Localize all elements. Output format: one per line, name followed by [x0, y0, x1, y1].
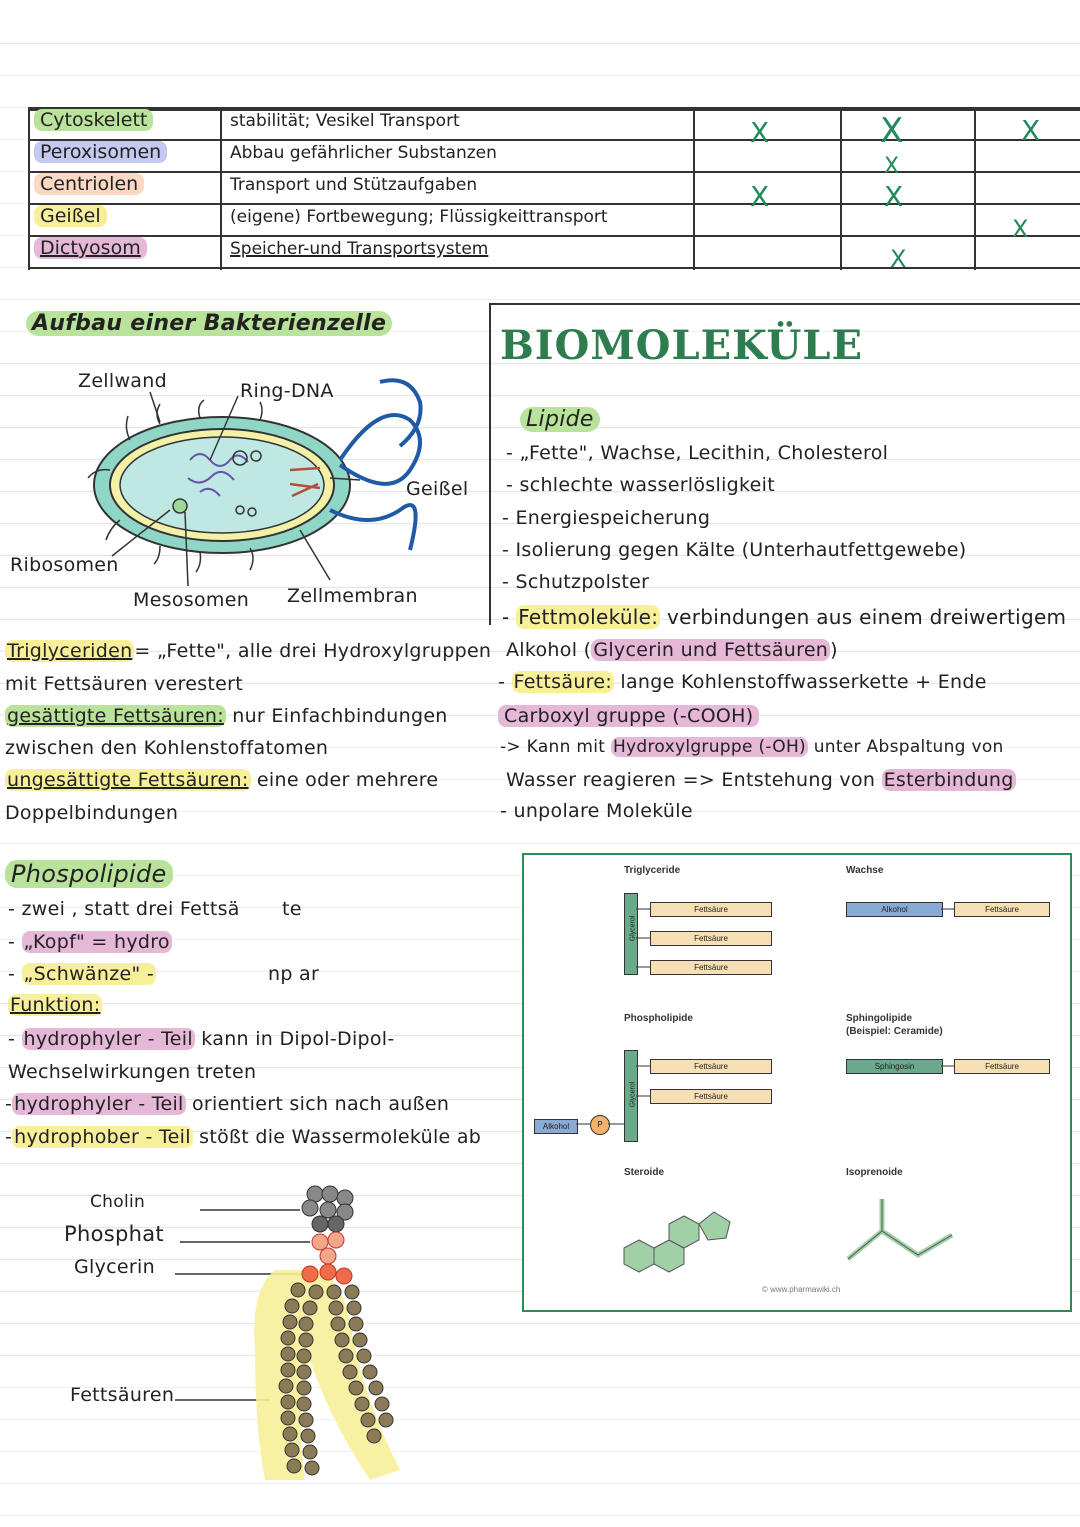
label-geissel: Geißel [406, 478, 469, 500]
organelle-name: Dictyosom [34, 237, 147, 259]
schwaenze-term: „Schwänze" - [23, 963, 155, 985]
phospholipid-item: - zwei , statt drei Fettsä [8, 898, 240, 920]
hydrophobic-tails-highlight [254, 1270, 400, 1480]
funktion-line: - hydrophober - Teil stößt die Wassermoleküle ab [5, 1126, 482, 1148]
lipid-bullet: - „Fette", Wachse, Lecithin, Cholesterol [506, 442, 889, 464]
lipid-bullet: - schlechte wasserlösligkeit [506, 474, 775, 496]
check-x-mark: X [890, 245, 907, 273]
unpolar-line: - unpolare Moleküle [500, 800, 693, 822]
alkohol-box: Alkohol [846, 902, 943, 917]
organelle-name: Centriolen [34, 173, 144, 195]
steroide-title: Steroide [624, 1167, 665, 1178]
figure-credit: © www.pharmawiki.ch [762, 1285, 841, 1294]
fettmolekuele-line: - Fettmoleküle: verbindungen aus einem dreiwertigem [502, 605, 1067, 629]
check-x-mark: X [1012, 215, 1029, 243]
lipid-classes-figure [522, 853, 1072, 1312]
definition-line: mit Fettsäuren verestert [5, 673, 244, 695]
carboxyl-line [498, 705, 759, 727]
funktion-label: Funktion: [10, 994, 101, 1016]
isoprene-structure [842, 1195, 962, 1270]
check-x-mark: X [884, 180, 904, 213]
check-x-mark: X [880, 111, 904, 151]
lipid-bullet: - Energiespeicherung [502, 507, 711, 529]
label-zellmembran: Zellmembran [287, 585, 418, 607]
water-line: Wasser reagieren => Entstehung von Esterbindung [506, 769, 1014, 791]
sphingosin-box: Sphingosin [846, 1059, 943, 1074]
funktion-line: - hydrophyler - Teil orientiert sich nach außen [5, 1093, 450, 1115]
triglyceride-title: Triglyceride [624, 865, 681, 876]
sphingolipide-title: Sphingolipide [846, 1013, 913, 1024]
funktion-line: Wechselwirkungen treten [8, 1061, 257, 1083]
reaction-line: -> Kann mit Hydroxylgruppe (-OH) unter Abspaltung von [500, 737, 1004, 757]
definition-text: nur Einfachbindungen [225, 705, 448, 727]
glycerol-label: Glycerol [629, 1081, 637, 1108]
label-ribosomen: Ribosomen [10, 554, 119, 576]
flagellum [340, 415, 420, 484]
fettsaeure-box: Fettsäure [650, 902, 772, 917]
table-row [28, 203, 1080, 237]
steroid-rings [620, 1200, 740, 1275]
organelle-name: Peroxisomen [34, 141, 167, 163]
table-row [28, 171, 1080, 205]
fettsaeure-box: Fettsäure [650, 1059, 772, 1074]
term-triglyceriden: Triglyceriden [7, 640, 133, 662]
check-x-mark: X [1021, 114, 1041, 147]
organelle-function: (eigene) Fortbewegung; Flüssigkeittransport [230, 207, 608, 227]
check-x-mark: X [750, 180, 770, 213]
flagellum [330, 505, 416, 550]
definition-text: eine oder mehrere [250, 769, 439, 791]
phospholipid-molecule [170, 1180, 420, 1490]
label-phosphat: Phosphat [64, 1222, 164, 1246]
fettsaeure-box: Fettsäure [650, 960, 772, 975]
term-fettsaeure: Fettsäure: [513, 671, 613, 693]
label-glycerin: Glycerin [74, 1256, 155, 1278]
phospholipide-title: Phospolipide [5, 860, 173, 888]
term-saturated: gesättigte Fettsäuren: [7, 705, 224, 727]
organelle-function: Speicher-und Transportsystem [230, 239, 489, 259]
lipid-bullet: - Isolierung gegen Kälte (Unterhautfettgewebe) [502, 539, 967, 561]
table-row [28, 139, 1080, 173]
check-x-mark: X [750, 116, 770, 149]
organelle-function: Transport und Stützaufgaben [230, 175, 478, 195]
fettsaeure-box: Fettsäure [650, 1089, 772, 1104]
organelle-table [28, 107, 1080, 273]
term-unsaturated: ungesättigte Fettsäuren: [7, 769, 249, 791]
hydrophob-term: hydrophober - Teil [14, 1126, 191, 1148]
term-glycerin: Glycerin und Fettsäuren [593, 639, 829, 661]
biomolecules-title: BIOMOLEKÜLE [500, 322, 863, 369]
phospholipid-item: te [282, 898, 302, 920]
label-fettsaeuren: Fettsäuren [70, 1384, 175, 1406]
organelle-function: stabilität; Vesikel Transport [230, 111, 460, 131]
triglycerides-line [5, 640, 491, 662]
label-mesosomen: Mesosomen [133, 589, 250, 611]
table-row [28, 235, 1080, 269]
label-ring-dna: Ring-DNA [240, 380, 334, 402]
label-zellwand: Zellwand [78, 370, 167, 392]
organelle-name: Geißel [34, 205, 107, 227]
unsaturated-line [5, 769, 438, 791]
bacteria-title: Aufbau einer Bakterienzelle [26, 311, 392, 336]
fettsaeure-box: Fettsäure [954, 902, 1050, 917]
check-x-mark: X [884, 154, 900, 179]
definition-line: zwischen den Kohlenstoffatomen [5, 737, 329, 759]
phospholipid-item: - „Schwänze" - [8, 963, 155, 985]
fettsaeure-box: Fettsäure [954, 1059, 1050, 1074]
alkohol-box: Alkohol [534, 1119, 578, 1134]
mesosome [173, 499, 187, 513]
phospholipid-item: - „Kopf" = hydro [8, 931, 170, 953]
phosphate-circle: P [590, 1115, 610, 1135]
lipide-heading: Lipide [520, 407, 600, 432]
term-fettmolekuele: Fettmoleküle: [518, 605, 659, 629]
fettsaeure-line: - Fettsäure: lange Kohlenstoffwasserkette + Ende [498, 671, 987, 693]
glycerol-label: Glycerol [629, 915, 637, 942]
wachse-title: Wachse [846, 865, 884, 876]
term-hydroxyl: Hydroxylgruppe (-OH) [612, 737, 806, 757]
organelle-function: Abbau gefährlicher Substanzen [230, 143, 497, 163]
saturated-line [5, 705, 448, 727]
funktion-line: - hydrophyler - Teil kann in Dipol-Dipol- [8, 1028, 395, 1050]
lipid-bullet: - Schutzpolster [502, 571, 650, 593]
definition-text: = „Fette", alle drei Hydroxylgruppen [134, 640, 492, 662]
label-cholin: Cholin [90, 1192, 146, 1212]
table-row [28, 107, 1080, 141]
term-esterbindung: Esterbindung [883, 769, 1014, 791]
isoprenoide-title: Isoprenoide [846, 1167, 903, 1178]
organelle-name: Cytoskelett [34, 109, 153, 131]
term-carboxyl: Carboxyl gruppe (-COOH) [498, 705, 759, 727]
definition-line: Doppelbindungen [5, 802, 179, 824]
phospholipide-title: Phospholipide [624, 1013, 693, 1024]
sphingolipide-subtitle: (Beispiel: Ceramide) [846, 1026, 943, 1037]
hydrophil-term: hydrophyler - Teil [23, 1028, 193, 1050]
fettsaeure-box: Fettsäure [650, 931, 772, 946]
kopf-term: „Kopf" = hydro [23, 931, 170, 953]
phospholipid-item: np ar [268, 963, 320, 985]
alkohol-line: Alkohol ( Glycerin und Fettsäuren ) [506, 639, 838, 661]
hydrophil-term: hydrophyler - Teil [14, 1093, 184, 1115]
